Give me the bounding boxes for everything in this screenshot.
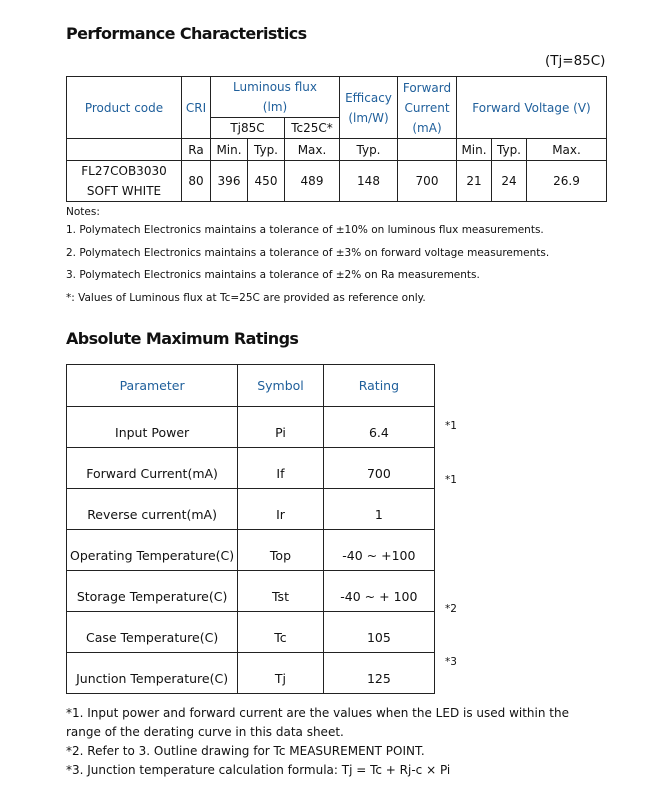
footnote-mark: *1 bbox=[445, 420, 457, 432]
header-luminous-flux-label: Luminous flux bbox=[233, 80, 317, 94]
header-tc25c: Tc25C* bbox=[285, 118, 340, 139]
symbol-cell: If bbox=[238, 448, 324, 489]
footnote-mark: *1 bbox=[445, 474, 457, 486]
notes-label: Notes: bbox=[66, 206, 100, 218]
table-row bbox=[67, 530, 435, 571]
header-flux-min: Min. bbox=[211, 139, 248, 161]
header-flux-max: Max. bbox=[285, 139, 340, 161]
header-luminous-flux bbox=[211, 77, 340, 118]
note-item: *: Values of Luminous flux at Tc=25C are provided as reference only. bbox=[66, 291, 426, 304]
footnote-mark: *3 bbox=[445, 656, 457, 668]
header-luminous-flux-unit: (lm) bbox=[262, 100, 288, 114]
header-symbol: Symbol bbox=[238, 365, 324, 407]
header-efficacy-unit: (lm/W) bbox=[348, 110, 389, 125]
header-forward-current-line2: Current bbox=[404, 100, 450, 115]
current-value: 700 bbox=[398, 161, 457, 202]
parameter-cell: Case Temperature(C) bbox=[67, 612, 238, 653]
rating-cell: 6.4 bbox=[323, 407, 434, 448]
absolute-max-table bbox=[66, 364, 435, 694]
rating-cell: 125 bbox=[323, 653, 434, 694]
notes-section bbox=[66, 205, 549, 309]
table-row bbox=[67, 653, 435, 694]
voltage-min-value: 21 bbox=[457, 161, 492, 202]
header-ra: Ra bbox=[182, 139, 211, 161]
rating-cell: -40 ~ +100 bbox=[323, 530, 434, 571]
parameter-cell: Operating Temperature(C) bbox=[67, 530, 238, 571]
table-row bbox=[67, 571, 435, 612]
header-forward-current bbox=[398, 77, 457, 139]
header-current-blank bbox=[398, 139, 457, 161]
footnote-item: *3. Junction temperature calculation formula: Tj = Tc + Rj-c × Pi bbox=[66, 763, 451, 777]
parameter-cell: Forward Current(mA) bbox=[67, 448, 238, 489]
symbol-cell: Tst bbox=[238, 571, 324, 612]
table-row bbox=[67, 407, 435, 448]
header-efficacy bbox=[340, 77, 398, 139]
symbol-cell: Ir bbox=[238, 489, 324, 530]
flux-min-value: 396 bbox=[211, 161, 248, 202]
symbol-cell: Tc bbox=[238, 612, 324, 653]
flux-typ-value: 450 bbox=[248, 161, 285, 202]
voltage-typ-value: 24 bbox=[492, 161, 527, 202]
header-voltage-max: Max. bbox=[527, 139, 607, 161]
rating-cell: 700 bbox=[323, 448, 434, 489]
symbol-cell: Top bbox=[238, 530, 324, 571]
header-voltage-min: Min. bbox=[457, 139, 492, 161]
footnote-mark: *2 bbox=[445, 603, 457, 615]
header-efficacy-label: Efficacy bbox=[345, 90, 392, 105]
flux-max-value: 489 bbox=[285, 161, 340, 202]
header-rating: Rating bbox=[323, 365, 434, 407]
performance-title: Performance Characteristics bbox=[66, 24, 307, 43]
table-row bbox=[67, 612, 435, 653]
table-row bbox=[67, 161, 607, 202]
footnotes bbox=[66, 704, 586, 780]
header-forward-current-line1: Forward bbox=[402, 80, 452, 95]
product-code-line2: SOFT WHITE bbox=[86, 184, 162, 198]
footnote-item: *2. Refer to 3. Outline drawing for Tc MEASUREMENT POINT. bbox=[66, 744, 425, 758]
parameter-cell: Input Power bbox=[67, 407, 238, 448]
header-product-code: Product code bbox=[67, 77, 182, 139]
rating-cell: -40 ~ + 100 bbox=[323, 571, 434, 612]
symbol-cell: Tj bbox=[238, 653, 324, 694]
product-code-line1: FL27COB3030 bbox=[81, 164, 167, 178]
header-blank bbox=[67, 139, 182, 161]
performance-table bbox=[66, 76, 607, 202]
junction-temp-condition: (Tj=85C) bbox=[545, 53, 606, 69]
product-code-cell bbox=[67, 161, 182, 202]
header-efficacy-typ: Typ. bbox=[340, 139, 398, 161]
note-item: 3. Polymatech Electronics maintains a tolerance of ±2% on Ra measurements. bbox=[66, 269, 480, 281]
voltage-max-value: 26.9 bbox=[527, 161, 607, 202]
header-cri: CRI bbox=[182, 77, 211, 139]
header-flux-typ: Typ. bbox=[248, 139, 285, 161]
rating-cell: 1 bbox=[323, 489, 434, 530]
note-item: 2. Polymatech Electronics maintains a tolerance of ±3% on forward voltage measurements. bbox=[66, 246, 550, 259]
parameter-cell: Junction Temperature(C) bbox=[67, 653, 238, 694]
header-forward-current-unit: (mA) bbox=[412, 120, 442, 135]
rating-cell: 105 bbox=[323, 612, 434, 653]
header-forward-voltage: Forward Voltage (V) bbox=[457, 77, 607, 139]
note-item: 1. Polymatech Electronics maintains a tolerance of ±10% on luminous flux measurements. bbox=[66, 224, 544, 236]
table-row bbox=[67, 448, 435, 489]
header-voltage-typ: Typ. bbox=[492, 139, 527, 161]
table-row bbox=[67, 489, 435, 530]
ra-value: 80 bbox=[182, 161, 211, 202]
footnote-item: *1. Input power and forward current are the values when the LED is used within the range of the derating curve in this data sheet. bbox=[66, 706, 569, 739]
header-tj85c: Tj85C bbox=[211, 118, 285, 139]
symbol-cell: Pi bbox=[238, 407, 324, 448]
efficacy-value: 148 bbox=[340, 161, 398, 202]
absolute-max-title: Absolute Maximum Ratings bbox=[66, 329, 299, 348]
parameter-cell: Storage Temperature(C) bbox=[67, 571, 238, 612]
header-parameter: Parameter bbox=[67, 365, 238, 407]
parameter-cell: Reverse current(mA) bbox=[67, 489, 238, 530]
